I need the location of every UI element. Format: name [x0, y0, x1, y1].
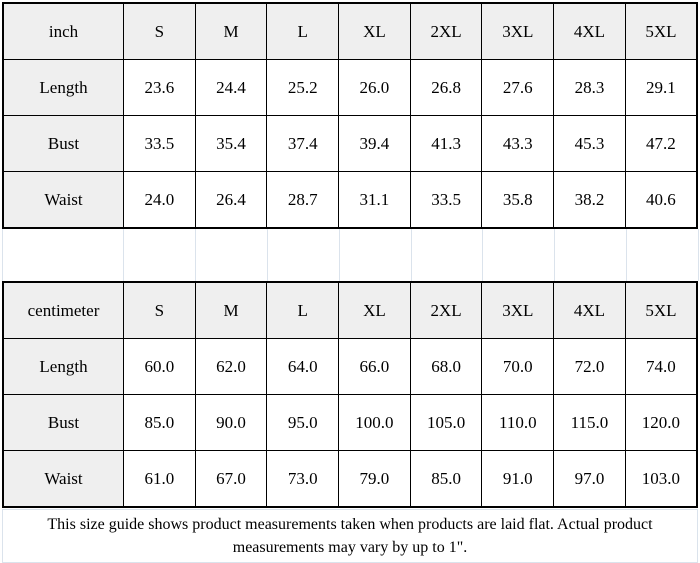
measurement-cell: 67.0 — [195, 451, 267, 508]
measurement-cell: 29.1 — [625, 60, 697, 116]
row-label-cell: Bust — [3, 116, 124, 172]
row-label-cell: Bust — [3, 395, 124, 451]
size-header-cell: 5XL — [625, 282, 697, 339]
measurement-cell: 39.4 — [339, 116, 411, 172]
measurement-cell: 26.4 — [195, 172, 267, 229]
size-header-cell: S — [124, 3, 196, 60]
size-guide-note: This size guide shows product measurements taken when products are laid flat. Actual product measurements may vary by up to 1". — [2, 509, 698, 563]
size-header-cell: 2XL — [410, 282, 482, 339]
measurement-cell: 74.0 — [625, 339, 697, 395]
measurement-cell: 61.0 — [124, 451, 196, 508]
measurement-cell: 62.0 — [195, 339, 267, 395]
measurement-row — [3, 60, 697, 116]
row-label-cell: Length — [3, 339, 124, 395]
measurement-cell: 85.0 — [410, 451, 482, 508]
size-table-inch — [2, 2, 698, 229]
measurement-cell: 79.0 — [339, 451, 411, 508]
measurement-row — [3, 172, 697, 229]
measurement-cell: 64.0 — [267, 339, 339, 395]
measurement-row — [3, 339, 697, 395]
size-header-cell: L — [267, 3, 339, 60]
measurement-cell: 70.0 — [482, 339, 554, 395]
measurement-cell: 115.0 — [554, 395, 626, 451]
size-header-cell: M — [195, 3, 267, 60]
measurement-cell: 26.0 — [339, 60, 411, 116]
measurement-cell: 72.0 — [554, 339, 626, 395]
measurement-cell: 68.0 — [410, 339, 482, 395]
size-header-cell: 4XL — [554, 282, 626, 339]
table-gap-row — [2, 229, 699, 281]
measurement-cell: 47.2 — [625, 116, 697, 172]
size-header-cell: 5XL — [625, 3, 697, 60]
measurement-cell: 28.3 — [554, 60, 626, 116]
measurement-cell: 110.0 — [482, 395, 554, 451]
unit-header-cell: inch — [3, 3, 124, 60]
size-header-cell: L — [267, 282, 339, 339]
measurement-row — [3, 451, 697, 508]
size-header-row — [3, 282, 697, 339]
measurement-cell: 24.4 — [195, 60, 267, 116]
gap-cell — [268, 229, 340, 281]
row-label-cell: Waist — [3, 172, 124, 229]
size-header-cell: 4XL — [554, 3, 626, 60]
measurement-row — [3, 116, 697, 172]
measurement-cell: 73.0 — [267, 451, 339, 508]
measurement-cell: 27.6 — [482, 60, 554, 116]
gap-cell — [340, 229, 412, 281]
size-header-cell: 3XL — [482, 3, 554, 60]
size-header-cell: XL — [339, 3, 411, 60]
size-header-cell: M — [195, 282, 267, 339]
measurement-cell: 23.6 — [124, 60, 196, 116]
row-label-cell: Waist — [3, 451, 124, 508]
measurement-row — [3, 395, 697, 451]
measurement-cell: 100.0 — [339, 395, 411, 451]
gap-cell — [196, 229, 268, 281]
measurement-cell: 24.0 — [124, 172, 196, 229]
gap-cell — [555, 229, 627, 281]
size-header-cell: XL — [339, 282, 411, 339]
measurement-cell: 35.4 — [195, 116, 267, 172]
measurement-cell: 31.1 — [339, 172, 411, 229]
unit-header-cell: centimeter — [3, 282, 124, 339]
size-header-row — [3, 3, 697, 60]
measurement-cell: 26.8 — [410, 60, 482, 116]
measurement-cell: 40.6 — [625, 172, 697, 229]
row-label-cell: Length — [3, 60, 124, 116]
gap-cell — [627, 229, 699, 281]
measurement-cell: 105.0 — [410, 395, 482, 451]
measurement-cell: 66.0 — [339, 339, 411, 395]
measurement-cell: 60.0 — [124, 339, 196, 395]
measurement-cell: 90.0 — [195, 395, 267, 451]
measurement-cell: 33.5 — [410, 172, 482, 229]
measurement-cell: 103.0 — [625, 451, 697, 508]
gap-cell — [483, 229, 555, 281]
measurement-cell: 37.4 — [267, 116, 339, 172]
size-table-centimeter — [2, 281, 698, 508]
measurement-cell: 28.7 — [267, 172, 339, 229]
measurement-cell: 33.5 — [124, 116, 196, 172]
size-header-cell: 2XL — [410, 3, 482, 60]
measurement-cell: 25.2 — [267, 60, 339, 116]
measurement-cell: 91.0 — [482, 451, 554, 508]
measurement-cell: 95.0 — [267, 395, 339, 451]
gap-cell — [3, 229, 124, 281]
measurement-cell: 120.0 — [625, 395, 697, 451]
gap-cell — [412, 229, 484, 281]
gap-cell — [124, 229, 196, 281]
measurement-cell: 38.2 — [554, 172, 626, 229]
measurement-cell: 45.3 — [554, 116, 626, 172]
measurement-cell: 41.3 — [410, 116, 482, 172]
measurement-cell: 43.3 — [482, 116, 554, 172]
measurement-cell: 85.0 — [124, 395, 196, 451]
size-header-cell: S — [124, 282, 196, 339]
measurement-cell: 97.0 — [554, 451, 626, 508]
size-header-cell: 3XL — [482, 282, 554, 339]
measurement-cell: 35.8 — [482, 172, 554, 229]
